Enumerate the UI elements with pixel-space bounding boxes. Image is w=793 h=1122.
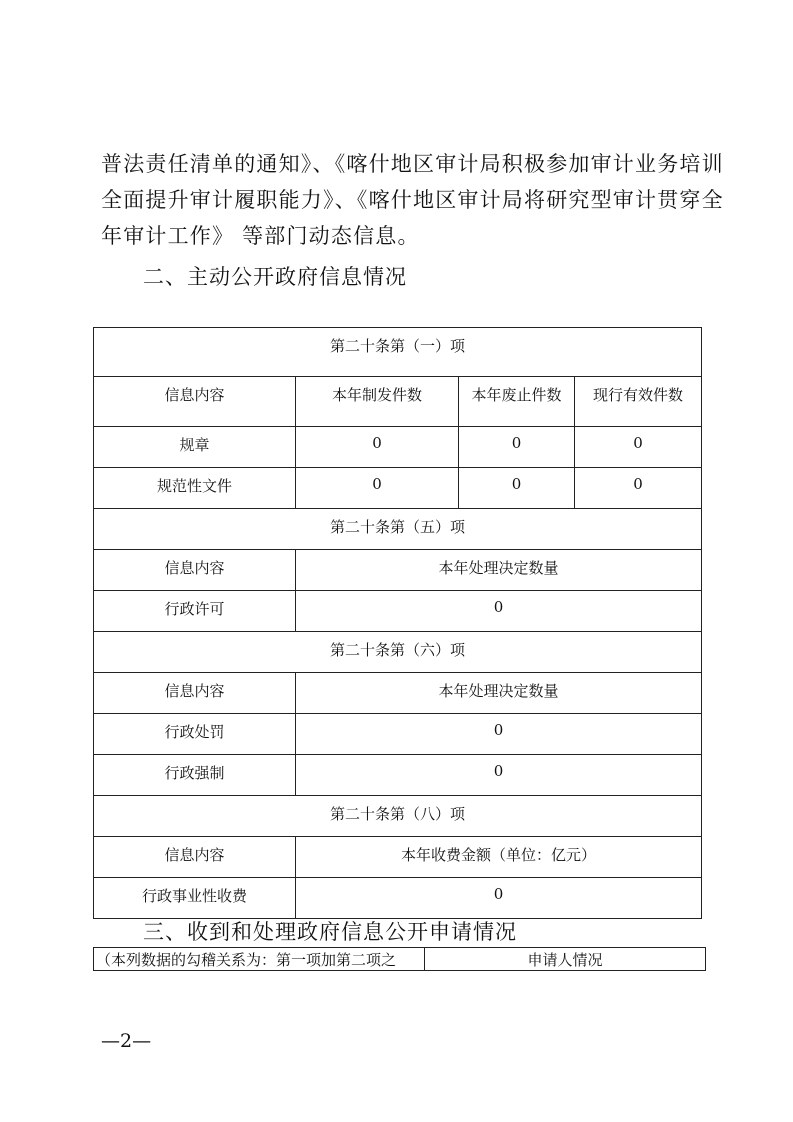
table-row [94, 591, 702, 632]
table-row [94, 796, 702, 837]
column-header: 信息内容 [94, 550, 296, 591]
table-row [94, 837, 702, 878]
page-number: —2— [101, 1030, 152, 1052]
intro-line-1: 普法责任清单的通知》、《喀什地区审计局积极参加审计业务培训 [101, 152, 724, 176]
table-cell: 0 [296, 755, 702, 796]
section3-heading: 三、收到和处理政府信息公开申请情况 [143, 920, 517, 944]
column-header: 本年废止件数 [459, 377, 575, 427]
column-header: 申请人情况 [425, 948, 706, 971]
row-label: 规范性文件 [94, 468, 296, 509]
table-cell: 0 [296, 468, 459, 509]
table-cell: 0 [296, 714, 702, 755]
proactive-disclosure-table [93, 327, 702, 919]
table-row [94, 550, 702, 591]
column-header: 信息内容 [94, 837, 296, 878]
table-cell: 0 [575, 427, 702, 468]
application-table [93, 947, 706, 971]
table-cell: 0 [459, 427, 575, 468]
table-cell: 0 [459, 468, 575, 509]
table-row [94, 673, 702, 714]
article-20-8-title: 第二十条第（八）项 [94, 796, 702, 837]
table-row [94, 632, 702, 673]
column-header: 本年收费金额（单位：亿元） [296, 837, 702, 878]
column-header: 本年处理决定数量 [296, 673, 702, 714]
row-label: 行政处罚 [94, 714, 296, 755]
row-label: 行政许可 [94, 591, 296, 632]
intro-paragraph [101, 146, 724, 254]
intro-line-2: 全面提升审计履职能力》、《喀什地区审计局将研究型审计贯穿全 [101, 188, 724, 212]
table-row [94, 878, 702, 919]
column-header: 信息内容 [94, 377, 296, 427]
column-header: 信息内容 [94, 673, 296, 714]
table-row [94, 714, 702, 755]
column-header: 现行有效件数 [575, 377, 702, 427]
row-label: 行政事业性收费 [94, 878, 296, 919]
table-cell: （本列数据的勾稽关系为：第一项加第二项之 [94, 948, 425, 971]
column-header: 本年制发件数 [296, 377, 459, 427]
column-header: 本年处理决定数量 [296, 550, 702, 591]
table-row [94, 948, 706, 971]
article-20-5-title: 第二十条第（五）项 [94, 509, 702, 550]
article-20-1-title: 第二十条第（一）项 [94, 328, 702, 377]
row-label: 规章 [94, 427, 296, 468]
table-cell: 0 [296, 427, 459, 468]
table-row [94, 328, 702, 377]
row-label: 行政强制 [94, 755, 296, 796]
table-cell: 0 [575, 468, 702, 509]
table-row [94, 755, 702, 796]
table-cell: 0 [296, 591, 702, 632]
article-20-6-title: 第二十条第（六）项 [94, 632, 702, 673]
section2-heading: 二、主动公开政府信息情况 [143, 265, 407, 289]
table-row [94, 509, 702, 550]
intro-line-3: 年审计工作》 等部门动态信息。 [101, 224, 420, 248]
table-row [94, 468, 702, 509]
table-cell: 0 [296, 878, 702, 919]
table-row [94, 427, 702, 468]
table-row [94, 377, 702, 427]
